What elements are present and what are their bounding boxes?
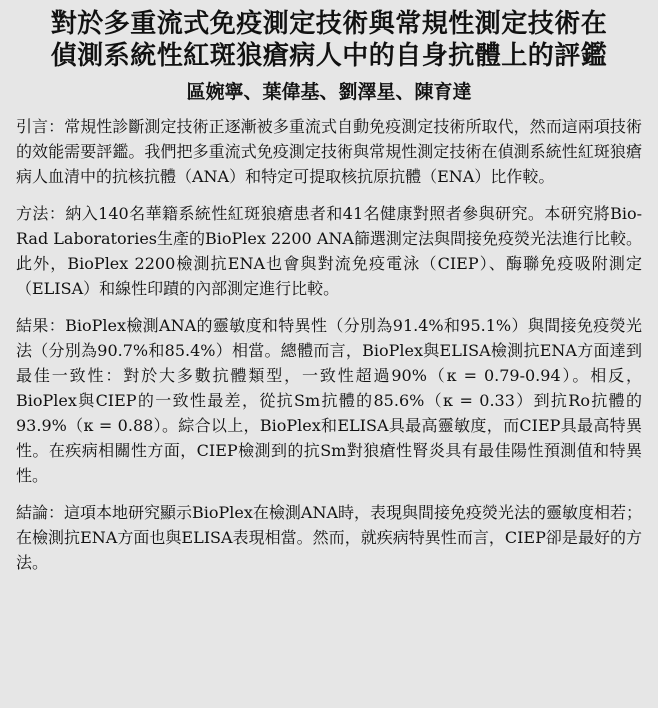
section-label: 引言： (16, 117, 65, 136)
section-methods (16, 201, 642, 301)
article-title (16, 8, 642, 72)
section-text: 這項本地研究顯示BioPlex在檢測ANA時，表現與間接免疫熒光法的靈敏度相若；在檢測抗ENA方面也與ELISA表現相當。然而，就疾病特異性而言，CIEP卻是最好的方法。 (16, 503, 643, 572)
section-label: 方法： (16, 204, 66, 223)
section-label: 結論： (16, 503, 65, 522)
title-line-1: 對於多重流式免疫測定技術與常規性測定技術在 (50, 9, 608, 39)
section-label: 結果： (16, 316, 66, 335)
section-conclusion (16, 500, 642, 575)
section-introduction (16, 114, 642, 189)
section-text: BioPlex檢測ANA的靈敏度和特異性（分別為91.4%和95.1%）與間接免疫熒光法（分別為90.7%和85.4%）相當。總體而言，BioPlex與ELISA檢測抗ENA方面達到最佳一致性：對於大多數抗體類型，一致性超過90%（κ = 0.79-0.94）。相反，BioPlex與CIEP的一致性最差，從抗Sm抗體的85.6%（κ = 0.33）到抗Ro抗體的93.9%（κ = 0.88）。綜合以上，BioPlex和ELISA具最高靈敏度，而CIEP具最高特異性。在疾病相關性方面，CIEP檢測到的抗Sm對狼瘡性腎炎具有最佳陽性預測值和特異性。 (16, 316, 642, 485)
section-results (16, 313, 642, 488)
author-list: 區婉寧、葉偉基、劉澤星、陳育達 (186, 81, 472, 103)
section-text: 納入140名華籍系統性紅斑狼瘡患者和41名健康對照者參與研究。本研究將Bio-Rad Laboratories生產的BioPlex 2200 ANA篩選測定法與間接免疫熒光法進行比較。此外，BioPlex 2200檢測抗ENA也會與對流免疫電泳（CIEP）、酶聯免疫吸附測定（ELISA）和線性印蹟的內部測定進行比較。 (16, 204, 642, 298)
title-line-2: 偵測系統性紅斑狼瘡病人中的自身抗體上的評鑑 (50, 41, 608, 71)
section-text: 常規性診斷測定技術正逐漸被多重流式自動免疫測定技術所取代，然而這兩項技術的效能需要評鑑。我們把多重流式免疫測定技術與常規性測定技術在偵測系統性紅斑狼瘡病人血清中的抗核抗體（ANA）和特定可提取核抗原抗體（ENA）比作較。 (16, 117, 642, 186)
